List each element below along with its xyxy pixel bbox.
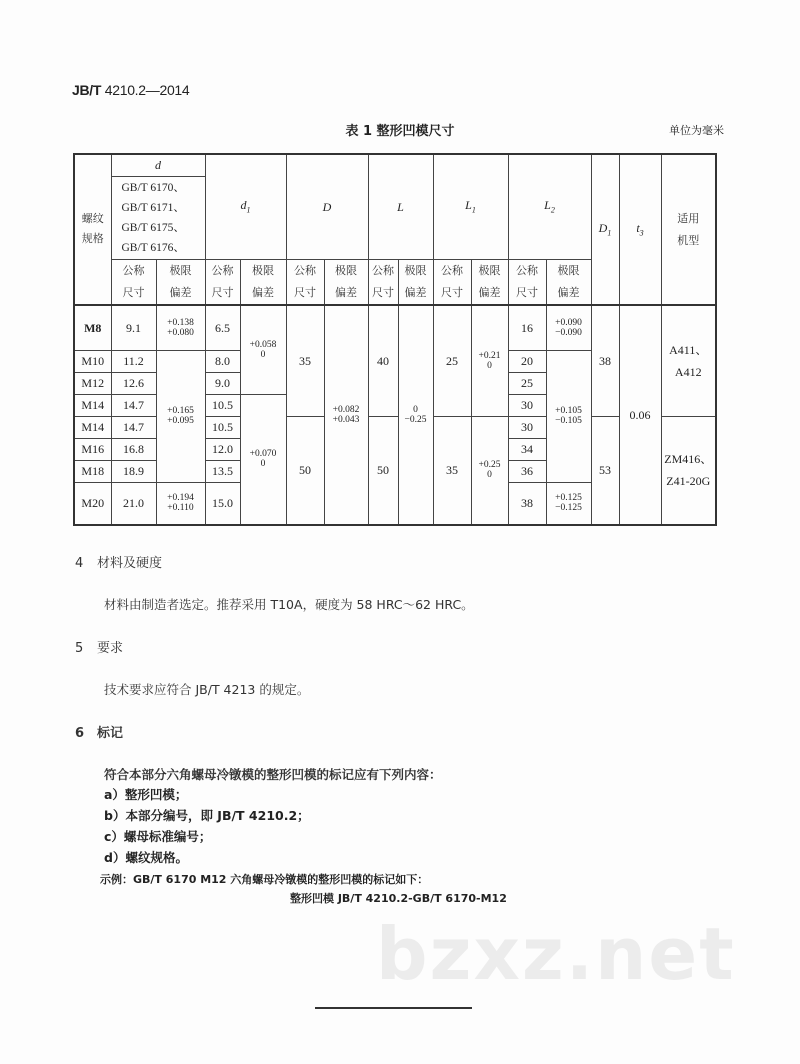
cell-spec: M18 [74, 460, 111, 482]
cell-L1-tol [471, 305, 508, 416]
tolerance-line1: 极限 [404, 263, 427, 277]
cell-D-tol [324, 305, 368, 525]
header-L2 [508, 154, 591, 259]
cell-L2-tol [546, 482, 591, 525]
tolerance-line1: 极限 [478, 263, 501, 277]
tolerance-line1: 极限 [169, 263, 192, 277]
subheader-tolerance [240, 259, 286, 305]
tol-lower: +0.080 [167, 327, 194, 338]
tolerance-line1: 极限 [252, 263, 274, 277]
cell-spec: M16 [74, 438, 111, 460]
cell-d-tol [156, 350, 205, 482]
cell-d-tol [156, 482, 205, 525]
cell-d: 18.9 [111, 460, 156, 482]
cell-D: 35 [286, 305, 324, 416]
tol-upper: +0.138 [167, 317, 194, 328]
tolerance-line2: 偏差 [169, 285, 192, 299]
tol-upper: +0.090 [555, 317, 582, 328]
doc-code-number: 4210.2—2014 [104, 82, 190, 98]
list-item: c）螺母标准编号； [104, 829, 212, 844]
L2-subscript: 2 [550, 205, 555, 215]
thread-spec-label: 螺纹规格 [81, 212, 104, 245]
subheader-tolerance [324, 259, 368, 305]
cell-L2: 20 [508, 350, 546, 372]
d1-symbol: d [240, 198, 247, 213]
cell-L-tol [398, 305, 433, 525]
header-t3 [619, 154, 661, 305]
d-standard: GB/T 6175、 [121, 221, 185, 234]
list-item: a）整形凹模； [104, 787, 188, 802]
nominal-line2: 尺寸 [211, 285, 234, 299]
cell-model [661, 416, 716, 525]
cell-L1-tol [471, 416, 508, 525]
tol-lower: +0.095 [167, 416, 194, 426]
tol-lower: +0.110 [167, 503, 194, 514]
section-title: 要求 [97, 641, 124, 656]
cell-L1: 25 [433, 305, 471, 416]
cell-d1: 10.5 [205, 416, 240, 438]
cell-L2: 16 [508, 305, 546, 350]
d1-subscript: 1 [246, 205, 251, 215]
nominal-line2: 尺寸 [294, 285, 316, 299]
tol-lower: 0 [260, 459, 266, 470]
tolerance-line1: 极限 [557, 263, 580, 277]
section-5-body: 技术要求应符合 JB/T 4213 的规定。 [104, 682, 310, 697]
cell-L2: 25 [508, 372, 546, 394]
cell-spec: M10 [74, 350, 111, 372]
subheader-nominal [368, 259, 398, 305]
tol-lower: 0 [487, 360, 492, 371]
tolerance-line1: 极限 [335, 263, 357, 277]
watermark: bzxz.net [376, 912, 736, 996]
section-4-heading [75, 552, 162, 571]
d-standard: GB/T 6171、 [121, 201, 185, 214]
tolerance-line2: 偏差 [252, 285, 274, 299]
cell-d1: 8.0 [205, 350, 240, 372]
tol-upper: +0.194 [167, 493, 194, 504]
nominal-line2: 尺寸 [516, 285, 538, 299]
nominal-line1: 公称 [211, 263, 234, 277]
nominal-line1: 公称 [516, 263, 538, 277]
cell-L2-tol [546, 350, 591, 482]
model-name: ZM416、 [664, 452, 713, 467]
cell-model [661, 305, 716, 416]
cell-L2: 34 [508, 438, 546, 460]
nominal-line1: 公称 [294, 263, 316, 277]
cell-L: 50 [368, 416, 398, 525]
cell-d: 12.6 [111, 372, 156, 394]
tol-upper: +0.165 [167, 406, 194, 416]
nominal-line1: 公称 [441, 263, 463, 277]
cell-d1-tol [240, 305, 286, 394]
subheader-tolerance [471, 259, 508, 305]
cell-d1-tol [240, 394, 286, 525]
tol-upper: +0.125 [555, 493, 582, 504]
D1-subscript: 1 [607, 228, 612, 238]
cell-L2-tol [546, 305, 591, 350]
cell-d1: 13.5 [205, 460, 240, 482]
d-standard: GB/T 6176、 [121, 241, 185, 254]
cell-d: 16.8 [111, 438, 156, 460]
subheader-nominal [286, 259, 324, 305]
cell-t3: 0.06 [619, 305, 661, 525]
tol-upper: +0.105 [555, 406, 582, 416]
tolerance-line2: 偏差 [404, 285, 427, 299]
list-item: d）螺纹规格。 [104, 850, 188, 865]
cell-d: 11.2 [111, 350, 156, 372]
dimensions-table [73, 153, 717, 526]
document-code [72, 82, 189, 98]
tolerance-line2: 偏差 [478, 285, 501, 299]
cell-D: 50 [286, 416, 324, 525]
cell-L1: 35 [433, 416, 471, 525]
cell-d: 14.7 [111, 394, 156, 416]
table-title: 表 1 整形凹模尺寸 [345, 124, 455, 139]
header-d1 [205, 154, 286, 259]
tol-upper: 0 [413, 405, 418, 415]
t3-symbol: t [636, 221, 640, 235]
tol-lower: −0.105 [555, 416, 582, 426]
nominal-line2: 尺寸 [122, 285, 145, 299]
nominal-line2: 尺寸 [441, 285, 463, 299]
subheader-nominal [111, 259, 156, 305]
cell-d-tol [156, 305, 205, 350]
section-6-body: 符合本部分六角螺母冷镦模的整形凹模的标记应有下列内容： [104, 767, 442, 782]
model-label: 适用机型 [677, 211, 700, 247]
doc-code-prefix: JB/T [72, 82, 102, 98]
header-D1 [591, 154, 619, 305]
model-name: A411、 [669, 342, 708, 357]
subheader-tolerance [156, 259, 205, 305]
example-text: 示例：GB/T 6170 M12 六角螺母冷镦模的整形凹模的标记如下： [100, 873, 429, 886]
tol-lower: −0.25 [404, 415, 427, 425]
header-L1 [433, 154, 508, 259]
subheader-nominal [433, 259, 471, 305]
section-number: 4 [75, 556, 84, 571]
table-unit: 单位为毫米 [669, 124, 724, 137]
header-thread-spec [74, 154, 111, 305]
tol-upper: +0.070 [249, 449, 277, 460]
nominal-line2: 尺寸 [372, 285, 394, 299]
header-D: D [286, 154, 368, 259]
footer-rule [315, 1007, 472, 1009]
cell-D1: 53 [591, 416, 619, 525]
subheader-tolerance [546, 259, 591, 305]
section-title: 标记 [97, 726, 124, 741]
d-standards-list [111, 176, 205, 259]
nominal-line1: 公称 [122, 263, 145, 277]
header-d: d [111, 154, 205, 176]
t3-subscript: 3 [639, 228, 644, 238]
list-item: b）本部分编号，即 JB/T 4210.2； [104, 808, 310, 823]
cell-L: 40 [368, 305, 398, 416]
cell-d1: 15.0 [205, 482, 240, 525]
header-model [661, 154, 716, 305]
tol-upper: +0.082 [332, 405, 360, 415]
model-name: A412 [674, 364, 702, 379]
subheader-nominal [508, 259, 546, 305]
cell-d1: 12.0 [205, 438, 240, 460]
nominal-line1: 公称 [372, 263, 394, 277]
tol-lower: 0 [487, 470, 492, 481]
section-number: 6 [75, 726, 85, 741]
cell-spec: M20 [74, 482, 111, 525]
example-marking: 整形凹模 JB/T 4210.2-GB/T 6170-M12 [290, 892, 507, 905]
cell-spec: M14 [74, 394, 111, 416]
tol-lower: −0.090 [555, 327, 582, 338]
cell-L2: 38 [508, 482, 546, 525]
tol-upper: +0.058 [249, 339, 277, 350]
tol-lower: +0.043 [332, 415, 360, 425]
tol-upper: +0.25 [478, 460, 501, 471]
cell-spec: M8 [74, 305, 111, 350]
L1-subscript: 1 [471, 205, 476, 215]
tol-upper: +0.21 [478, 350, 501, 361]
cell-d1: 9.0 [205, 372, 240, 394]
cell-L2: 30 [508, 394, 546, 416]
cell-spec: M12 [74, 372, 111, 394]
subheader-nominal [205, 259, 240, 305]
cell-d1: 6.5 [205, 305, 240, 350]
cell-L2: 30 [508, 416, 546, 438]
d-standard: GB/T 6170、 [121, 181, 185, 194]
D1-symbol: D [598, 221, 608, 235]
tolerance-line2: 偏差 [335, 285, 357, 299]
section-4-body: 材料由制造者选定。推荐采用 T10A，硬度为 58 HRC～62 HRC。 [104, 597, 474, 612]
section-6-heading [75, 722, 123, 741]
model-name: Z41-20G [666, 474, 711, 489]
cell-L2: 36 [508, 460, 546, 482]
L1-symbol: L [465, 198, 472, 213]
cell-d: 14.7 [111, 416, 156, 438]
tolerance-line2: 偏差 [557, 285, 580, 299]
section-5-heading [75, 637, 123, 656]
tol-lower: −0.125 [555, 503, 582, 514]
cell-spec: M14 [74, 416, 111, 438]
table-row [74, 305, 716, 350]
L2-symbol: L [544, 198, 551, 213]
subheader-tolerance [398, 259, 433, 305]
tol-lower: 0 [260, 349, 266, 360]
section-number: 5 [75, 641, 84, 656]
cell-d: 9.1 [111, 305, 156, 350]
cell-D1: 38 [591, 305, 619, 416]
cell-d1: 10.5 [205, 394, 240, 416]
cell-d: 21.0 [111, 482, 156, 525]
header-L: L [368, 154, 433, 259]
section-title: 材料及硬度 [97, 556, 163, 571]
